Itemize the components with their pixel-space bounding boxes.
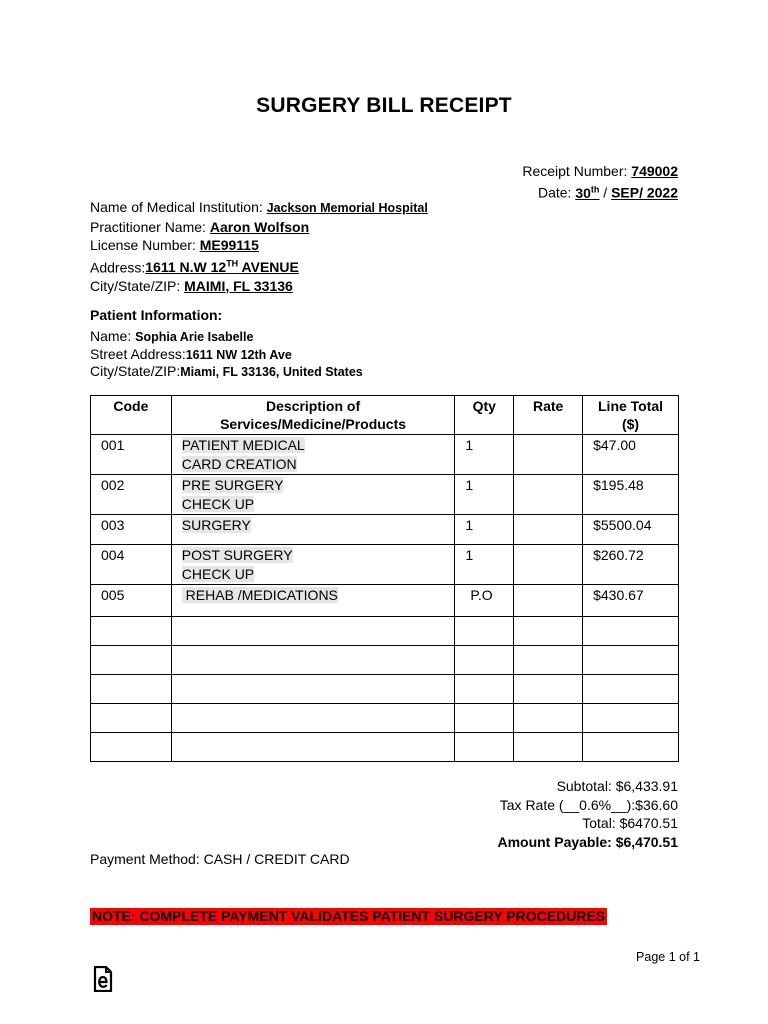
practitioner-line (90, 218, 428, 237)
row-qty: 1 (455, 515, 514, 545)
address-line (90, 255, 428, 277)
row-code: 002 (91, 475, 172, 515)
receipt-date-label: Date: (537, 184, 576, 201)
header-rate: Rate (514, 396, 583, 435)
line-items-table (90, 395, 679, 762)
receipt-meta (522, 162, 678, 202)
table-row-empty (91, 646, 679, 675)
table-row-empty (91, 704, 679, 733)
row-line-total: $430.67 (583, 585, 679, 617)
row-code: 001 (91, 435, 172, 475)
license-line (90, 236, 428, 255)
patient-name-label: Name: (90, 328, 136, 344)
institution-name-label: Name of Medical Institution: (90, 199, 267, 215)
city-line (90, 277, 428, 296)
table-row (91, 475, 679, 515)
header-description: Description of Services/Medicine/Products (171, 396, 455, 435)
row-rate (514, 475, 583, 515)
row-rate (514, 515, 583, 545)
row-description: PATIENT MEDICAL CARD CREATION (171, 435, 455, 475)
patient-city-line (90, 363, 363, 381)
practitioner-value: Aaron Wolfson (209, 218, 310, 235)
patient-city-label: City/State/ZIP: (90, 363, 181, 379)
row-qty: P.O (455, 585, 514, 617)
receipt-date-day: 30th (575, 184, 600, 201)
patient-info-heading: Patient Information: (90, 307, 223, 323)
patient-street-line (90, 346, 363, 364)
receipt-number-value: 749002 (631, 163, 678, 179)
row-rate (514, 435, 583, 475)
payment-note: NOTE: COMPLETE PAYMENT VALIDATES PATIENT SURGERY PROCEDURES (92, 908, 606, 924)
row-code: 003 (91, 515, 172, 545)
row-rate (514, 585, 583, 617)
tax-rate: Tax Rate (__0.6%__):$36.60 (499, 796, 678, 813)
patient-street-label: Street Address: (90, 345, 186, 362)
row-description: PRE SURGERY CHECK UP (171, 475, 455, 515)
payment-method: Payment Method: CASH / CREDIT CARD (90, 851, 350, 867)
row-description: REHAB /MEDICATIONS (171, 585, 455, 617)
header-qty: Qty (455, 396, 514, 435)
table-row (91, 435, 679, 475)
row-line-total: $5500.04 (583, 515, 679, 545)
receipt-number-label: Receipt Number: (522, 163, 632, 179)
receipt-date-month-year: SEP/ 2022 (611, 184, 678, 201)
row-qty: 1 (455, 435, 514, 475)
address-label: Address: (90, 259, 146, 276)
address-value: 1611 N.W 12TH AVENUE (145, 258, 299, 276)
table-row-empty (91, 617, 679, 646)
eforms-logo-icon (93, 966, 113, 992)
table-header-row (91, 396, 679, 435)
institution-info (90, 198, 428, 295)
row-line-total: $195.48 (583, 475, 679, 515)
practitioner-label: Practitioner Name: (90, 218, 210, 235)
patient-city-value: Miami, FL 33136, United States (180, 365, 363, 379)
row-description: SURGERY (171, 515, 455, 545)
row-qty: 1 (455, 475, 514, 515)
table-row (91, 585, 679, 617)
row-line-total: $260.72 (583, 545, 679, 585)
patient-name-line (90, 328, 363, 346)
total: Total: $6470.51 (582, 815, 678, 831)
row-line-total: $47.00 (583, 435, 679, 475)
page-number: Page 1 of 1 (636, 950, 700, 964)
subtotal: Subtotal: $6,433.91 (556, 778, 678, 794)
row-rate (514, 545, 583, 585)
document-title: SURGERY BILL RECEIPT (256, 94, 512, 117)
header-line-total: Line Total ($) (583, 396, 679, 435)
header-code: Code (91, 396, 172, 435)
row-description: POST SURGERY CHECK UP (171, 545, 455, 585)
patient-street-value: 1611 NW 12th Ave (185, 347, 292, 362)
institution-name-line (90, 198, 428, 218)
city-label: City/State/ZIP: (90, 277, 185, 294)
table-row-empty (91, 675, 679, 704)
receipt-date-separator: / (599, 184, 612, 201)
row-code: 004 (91, 545, 172, 585)
receipt-number-line (522, 162, 678, 180)
row-code: 005 (91, 585, 172, 617)
table-row-empty (91, 733, 679, 762)
totals-block (497, 777, 678, 851)
row-qty: 1 (455, 545, 514, 585)
license-label: License Number: (90, 237, 200, 253)
license-value: ME99115 (199, 237, 259, 253)
table-row (91, 515, 679, 545)
city-value: MAIMI, FL 33136 (184, 277, 293, 294)
receipt-date-line (522, 180, 678, 202)
patient-info (90, 328, 363, 381)
institution-name-value: Jackson Memorial Hospital (266, 201, 428, 215)
patient-name-value: Sophia Arie Isabelle (135, 330, 254, 344)
table-row (91, 545, 679, 585)
amount-payable: Amount Payable: $6,470.51 (497, 833, 678, 850)
